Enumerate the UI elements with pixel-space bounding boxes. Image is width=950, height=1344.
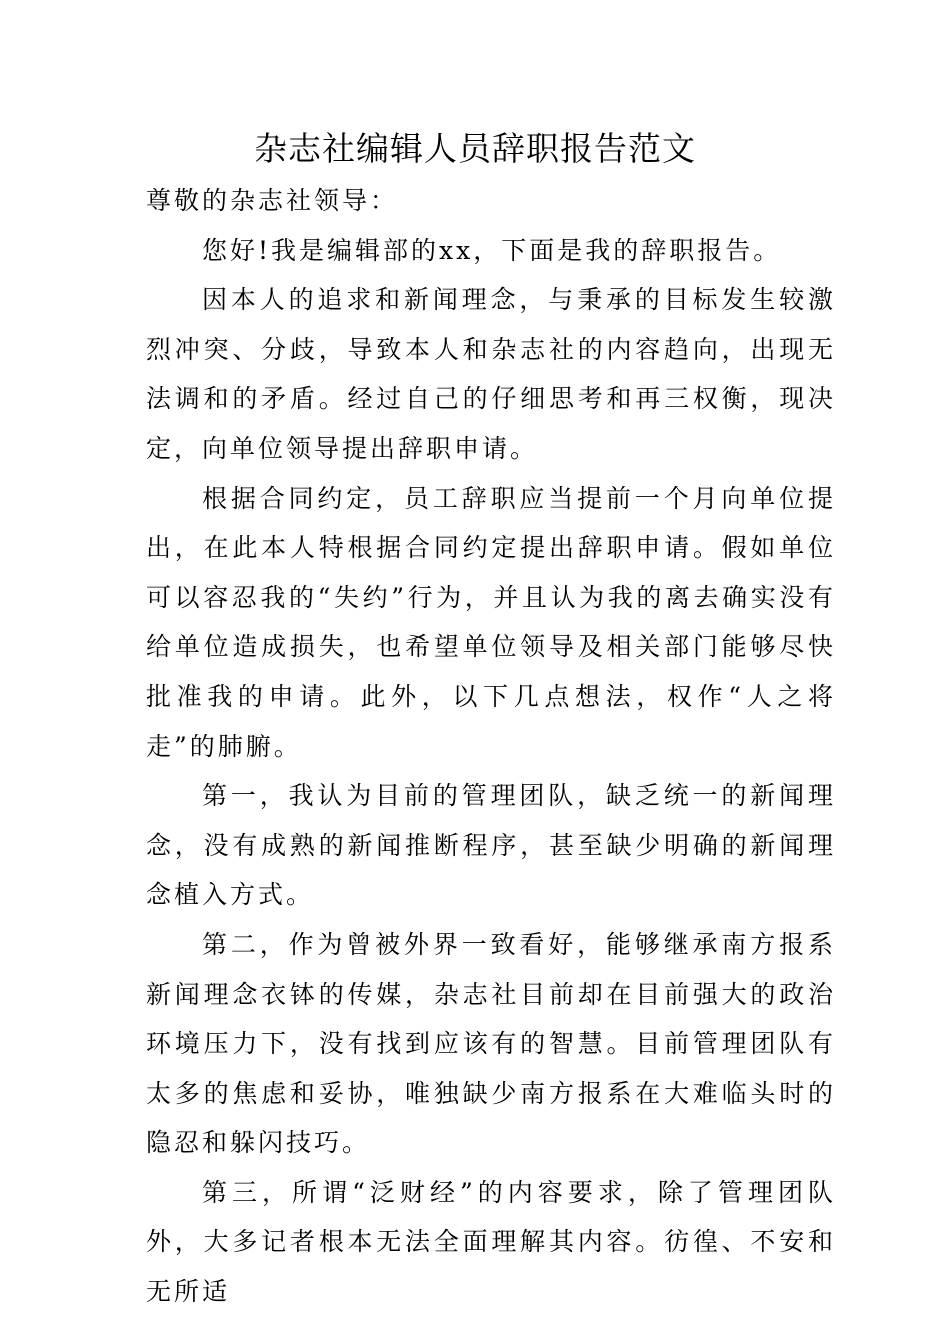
paragraph-reason: 因本人的追求和新闻理念，与秉承的目标发生较激烈冲突、分歧，导致本人和杂志社的内容趋向，出现无法调和的矛盾。经过自己的仔细思考和再三权衡，现决定，向单位领导提出辞职申请。 [146,285,836,463]
document-title: 杂志社编辑人员辞职报告范文 [254,129,696,168]
paragraph-point-two: 第二，作为曾被外界一致看好，能够继承南方报系新闻理念衣钵的传媒，杂志社目前却在目前强大的政治环境压力下，没有找到应该有的智慧。目前管理团队有太多的焦虑和妥协，唯独缺少南方报系在大难临头时的隐忍和躲闪技巧。 [146,929,836,1158]
paragraph-point-three: 第三，所谓“泛财经”的内容要求，除了管理团队外，大多记者根本无法全面理解其内容。彷徨、不安和无所适 [146,1177,836,1307]
document-body [146,176,836,1317]
paragraph-greeting: 您好!我是编辑部的xx，下面是我的辞职报告。 [202,235,782,265]
paragraph-point-one: 第一，我认为目前的管理团队，缺乏统一的新闻理念，没有成熟的新闻推断程序，甚至缺少明确的新闻理念植入方式。 [146,781,836,910]
salutation: 尊敬的杂志社领导： [146,186,399,215]
paragraph-contract: 根据合同约定，员工辞职应当提前一个月向单位提出，在此本人特根据合同约定提出辞职申请。假如单位可以容忍我的“失约”行为，并且认为我的离去确实没有给单位造成损失，也希望单位领导及相关部门能够尽快批准我的申请。此外，以下几点想法，权作“人之将走”的肺腑。 [146,483,836,761]
